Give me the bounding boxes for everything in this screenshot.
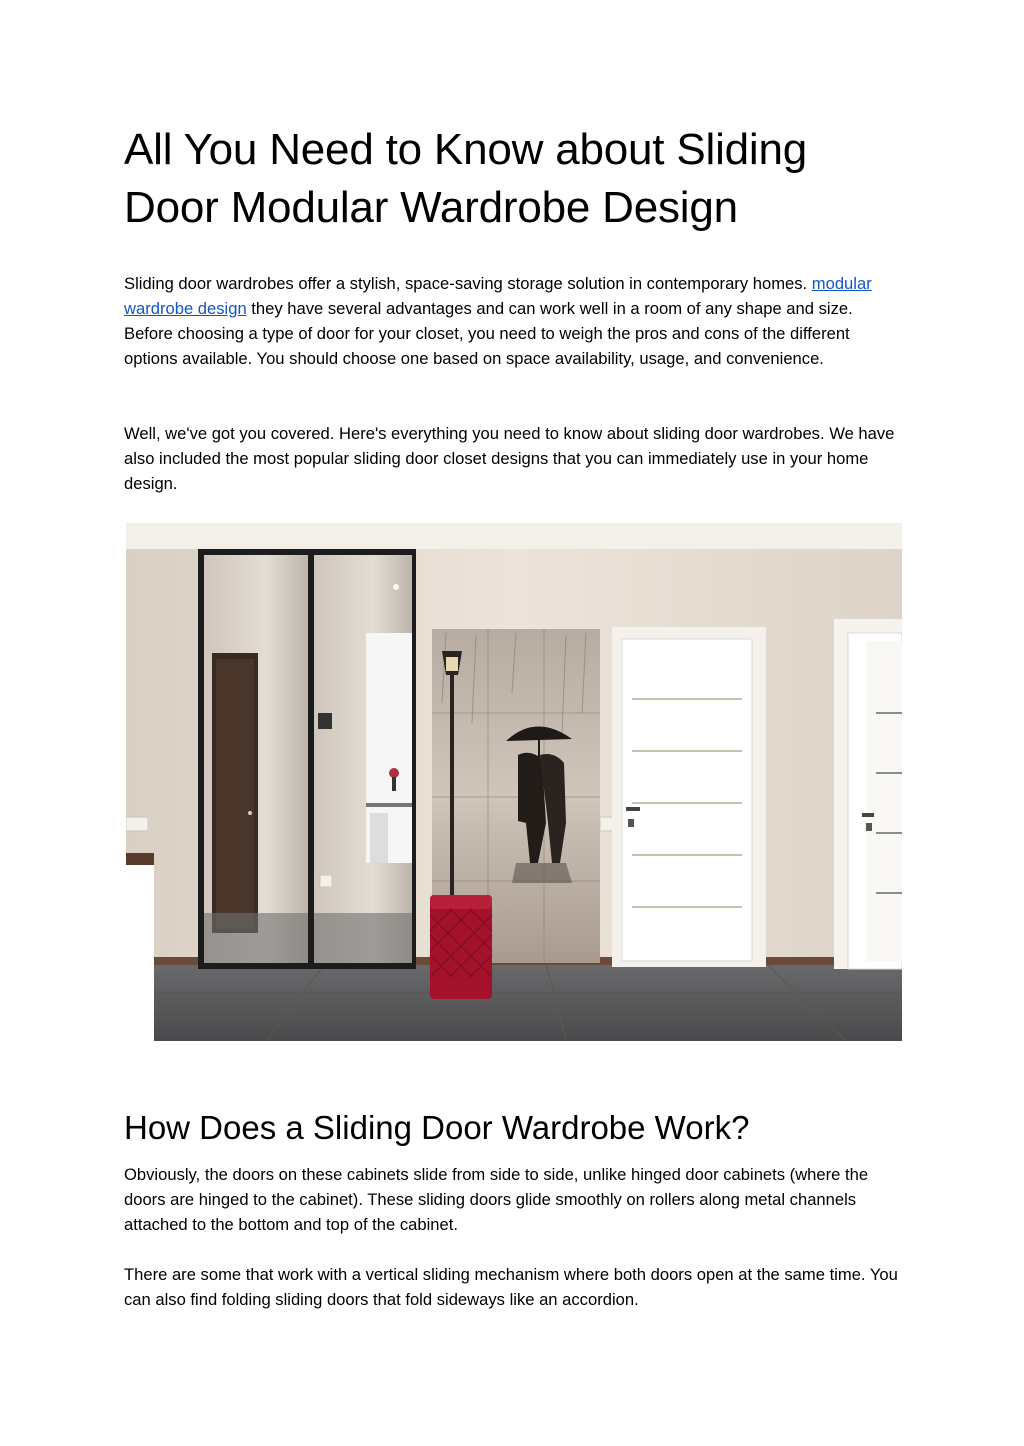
intro-paragraph: [124, 271, 904, 371]
modular-wardrobe-design-link[interactable]: modular wardrobe design: [124, 274, 872, 318]
second-paragraph: Well, we've got you covered. Here's everything you need to know about sliding door wardrobes. We have also included the most popular sliding door closet designs that you can immediately use in your home design.: [124, 424, 895, 493]
intro-text-before-link: Sliding door wardrobes offer a stylish, space-saving storage solution in contemporary homes.: [124, 274, 812, 293]
section-heading: How Does a Sliding Door Wardrobe Work?: [124, 1109, 750, 1146]
section-paragraph-1: Obviously, the doors on these cabinets slide from side to side, unlike hinged door cabinets (where the doors are hinged to the cabinet). These sliding doors glide smoothly on rollers along metal channels attached to the bottom and top of the cabinet.: [124, 1165, 869, 1234]
section-paragraph-2: There are some that work with a vertical sliding mechanism where both doors open at the same time. You can also find folding sliding doors that fold sideways like an accordion.: [124, 1265, 898, 1309]
sliding-wardrobe-hallway-photo: [126, 523, 902, 1041]
article-title: All You Need to Know about Sliding Door Modular Wardrobe Design: [124, 125, 808, 232]
intro-text-after-link: they have several advantages and can work well in a room of any shape and size. Before choosing a type of door for your closet, you need to weigh the pros and cons of the different options available. You should choose one based on space availability, usage, and convenience.: [124, 299, 853, 368]
